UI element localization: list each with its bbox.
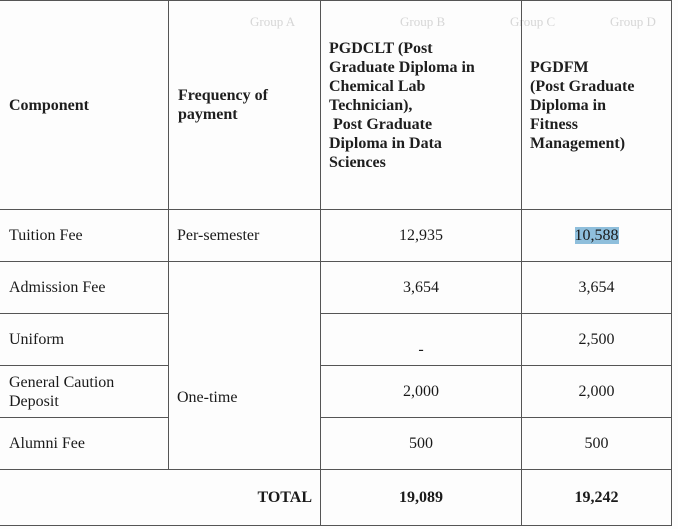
cell-line: General Caution xyxy=(9,373,115,391)
ghost-text: Group C xyxy=(510,14,556,29)
header-line: Chemical Lab xyxy=(329,77,426,95)
ghost-text: Group D xyxy=(610,14,656,29)
total-program-a: 19,089 xyxy=(321,470,522,526)
highlighted-selection[interactable]: 10,588 xyxy=(574,227,619,244)
cell-program-b-amount[interactable] xyxy=(522,210,672,262)
table-row-tuition-fee xyxy=(0,210,672,262)
header-line: Management) xyxy=(530,134,626,152)
cell-program-a-amount: 12,935 xyxy=(321,210,522,262)
header-frequency-line: payment xyxy=(178,106,238,123)
header-frequency xyxy=(169,1,321,210)
header-program-pgdfm xyxy=(522,1,672,210)
cell-program-b-amount: 500 xyxy=(522,418,672,470)
header-line: (Post Graduate xyxy=(530,77,635,95)
cell-component: Uniform xyxy=(0,314,169,366)
header-line: Fitness xyxy=(530,115,578,133)
table-row-general-caution-deposit xyxy=(0,366,672,418)
table-header-row xyxy=(0,1,672,210)
table-total-row xyxy=(0,470,672,526)
table-row-uniform xyxy=(0,314,672,366)
header-line: Sciences xyxy=(329,153,386,171)
cell-program-a-amount: 500 xyxy=(321,418,522,470)
cell-program-b-amount: 3,654 xyxy=(522,262,672,314)
table-row-admission-fee xyxy=(0,262,672,314)
header-program-pgdclt xyxy=(321,1,522,210)
header-frequency-line: Frequency of xyxy=(178,87,268,104)
table-row-alumni-fee xyxy=(0,418,672,470)
header-line: Diploma in Data xyxy=(329,134,442,152)
header-line: Technician), xyxy=(329,96,413,114)
cell-program-b-amount: 2,500 xyxy=(522,314,672,366)
header-line: Post Graduate xyxy=(333,115,433,133)
cell-program-a-amount: 2,000 xyxy=(321,366,522,418)
cell-frequency-merged: One-time xyxy=(169,262,321,470)
header-line: PGDCLT (Post xyxy=(329,39,433,57)
cell-component xyxy=(0,366,169,418)
cell-component: Alumni Fee xyxy=(0,418,169,470)
header-line: PGDFM xyxy=(530,58,589,76)
cell-program-b-amount: 2,000 xyxy=(522,366,672,418)
total-label: TOTAL xyxy=(0,470,321,526)
header-component: Component xyxy=(0,1,169,210)
cell-frequency: Per-semester xyxy=(169,210,321,262)
header-line: Diploma in xyxy=(530,96,607,114)
cell-program-a-amount: 3,654 xyxy=(321,262,522,314)
ghost-text: Group B xyxy=(400,14,446,29)
cell-component: Tuition Fee xyxy=(0,210,169,262)
ghost-text: Group A xyxy=(250,14,296,29)
cell-component: Admission Fee xyxy=(0,262,169,314)
header-line: Graduate Diploma in xyxy=(329,58,475,76)
cell-program-a-amount: - xyxy=(321,314,522,366)
total-program-b: 19,242 xyxy=(522,470,672,526)
cell-line: Deposit xyxy=(9,392,59,410)
